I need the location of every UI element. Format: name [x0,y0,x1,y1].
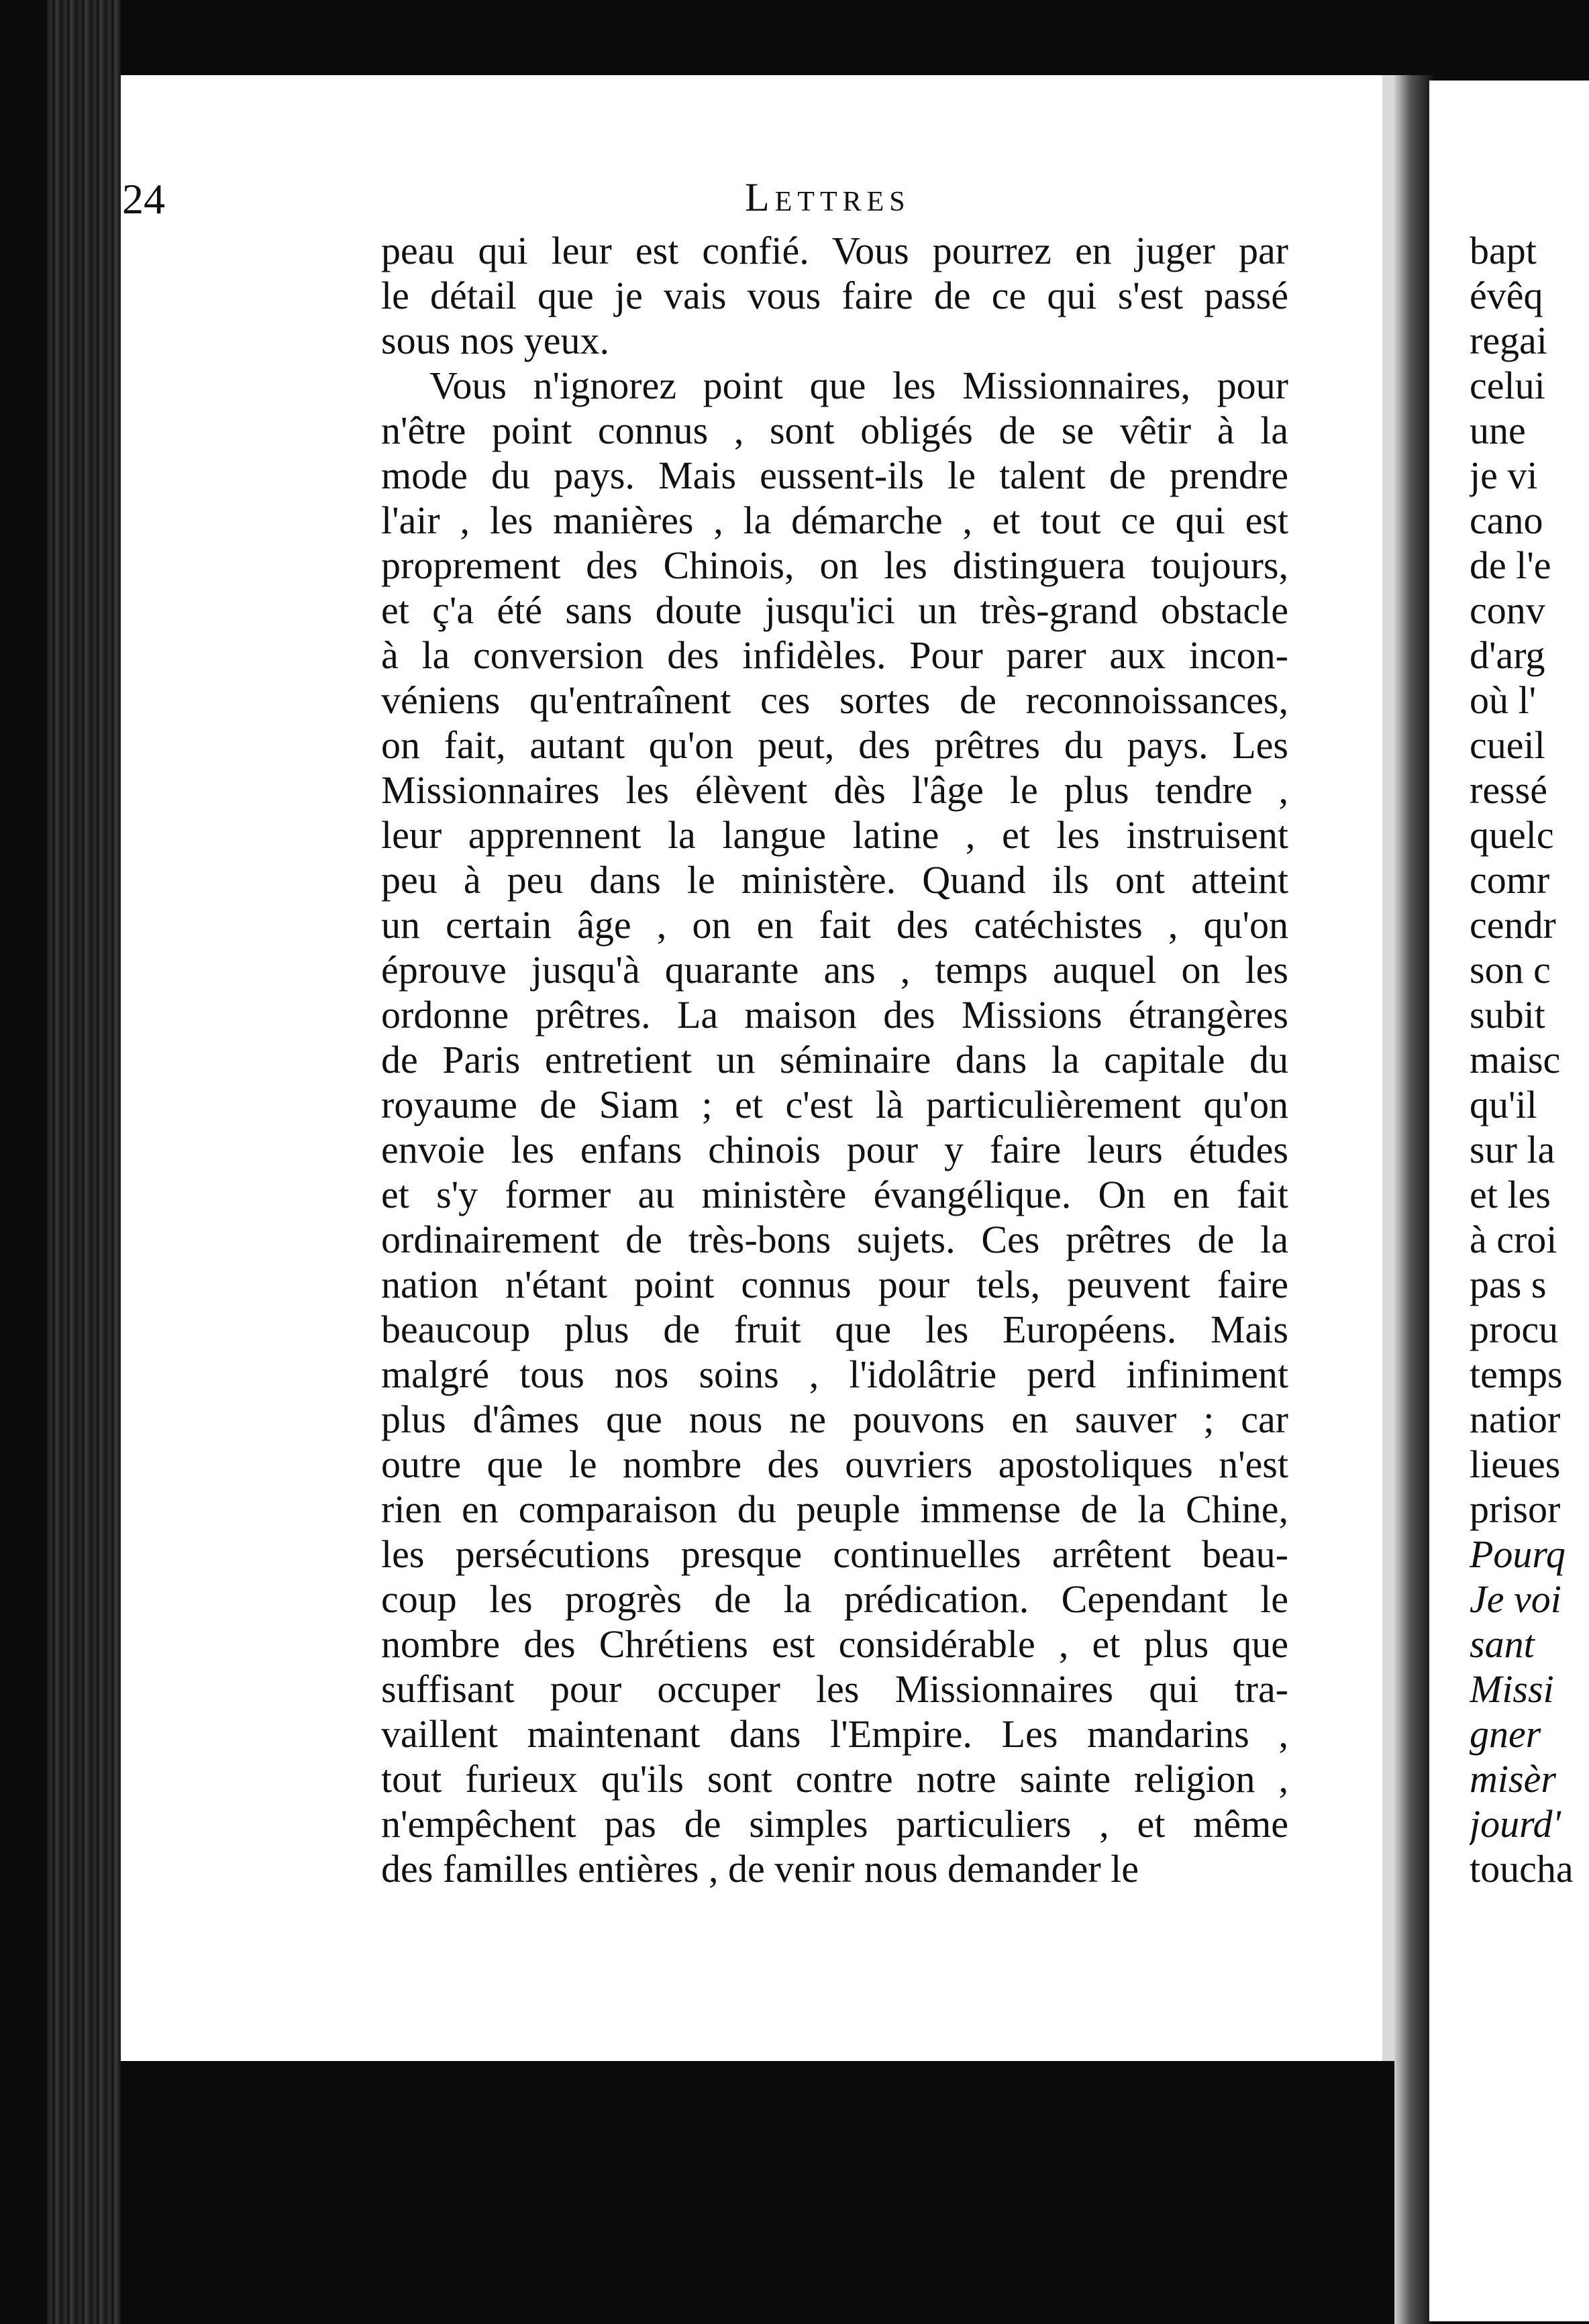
text-line: envoie les enfans chinois pour y faire leurs études [381,1128,1288,1171]
text-line: véniens qu'entraînent ces sortes de reconnoissances, [381,678,1288,722]
facing-text-line: Pourq [1470,1532,1566,1576]
text-line: ordonne prêtres. La maison des Missions étrangères [381,993,1288,1037]
facing-text-line: comr [1470,858,1550,902]
facing-text-line: lieues [1470,1442,1561,1486]
facing-text-line: sur la [1470,1128,1555,1171]
facing-text-line: quelc [1470,813,1554,857]
text-line: tout furieux qu'ils sont contre notre sainte religion , [381,1757,1288,1801]
text-line: royaume de Siam ; et c'est là particulièrement qu'on [381,1083,1288,1126]
facing-text-line: toucha [1470,1847,1574,1891]
facing-text-line: regai [1470,319,1547,362]
body-text [381,228,1288,1891]
running-head: Lettres [745,175,911,219]
text-line: n'être point connus , sont obligés de se vêtir à la [381,409,1288,452]
text-line: nombre des Chrétiens est considérable , et plus que [381,1622,1288,1666]
text-line: beaucoup plus de fruit que les Européens. Mais [381,1308,1288,1351]
facing-text-line: subit [1470,993,1545,1037]
text-line: l'air , les manières , la démarche , et tout ce qui est [381,498,1288,542]
text-line: proprement des Chinois, on les distinguera toujours, [381,543,1288,587]
text-line: on fait, autant qu'on peut, des prêtres du pays. Les [381,723,1288,767]
text-line: peau qui leur est confié. Vous pourrez en juger par [381,229,1288,272]
facing-text-line: celui [1470,364,1545,407]
facing-page-text [1470,228,1589,1891]
facing-text-line: procu [1470,1308,1559,1351]
text-line: Vous n'ignorez point que les Missionnaires, pour [429,364,1288,407]
text-line: plus d'âmes que nous ne pouvons en sauver ; car [381,1397,1288,1441]
text-line: vaillent maintenant dans l'Empire. Les mandarins , [381,1712,1288,1756]
text-line: malgré tous nos soins , l'idolâtrie perd infiniment [381,1353,1288,1396]
facing-text-line: ressé [1470,768,1547,812]
facing-text-line: une [1470,409,1526,452]
facing-text-line: et les [1470,1173,1551,1216]
facing-text-line: Missi [1470,1667,1554,1711]
text-line: éprouve jusqu'à quarante ans , temps auquel on les [381,948,1288,992]
facing-text-line: cueil [1470,723,1545,767]
page-number: 24 [122,175,165,223]
facing-text-line: gner [1470,1712,1541,1756]
facing-text-line: jourd' [1470,1802,1561,1846]
facing-text-line: pas s [1470,1263,1547,1306]
facing-text-line: temps [1470,1353,1563,1396]
text-line: suffisant pour occuper les Missionnaires qui tra- [381,1667,1288,1711]
text-line: de Paris entretient un séminaire dans la capitale du [381,1038,1288,1081]
text-line: des familles entières , de venir nous demander le [381,1847,1139,1891]
facing-text-line: son c [1470,948,1551,992]
text-line: sous nos yeux. [381,319,609,362]
facing-text-line: évêq [1470,274,1543,317]
facing-text-line: cendr [1470,903,1556,947]
text-line: les persécutions presque continuelles arrêtent beau- [381,1532,1288,1576]
text-line: mode du pays. Mais eussent-ils le talent de prendre [381,454,1288,497]
facing-text-line: de l'e [1470,543,1551,587]
text-line: rien en comparaison du peuple immense de la Chine, [381,1487,1288,1531]
facing-text-line: misèr [1470,1757,1556,1801]
text-line: nation n'étant point connus pour tels, peuvent faire [381,1263,1288,1306]
facing-text-line: sant [1470,1622,1535,1666]
text-line: le détail que je vais vous faire de ce qui s'est passé [381,274,1288,317]
text-line: à la conversion des infidèles. Pour parer aux incon- [381,633,1288,677]
text-line: leur apprennent la langue latine , et les instruisent [381,813,1288,857]
text-line: Missionnaires les élèvent dès l'âge le plus tendre , [381,768,1288,812]
facing-text-line: je vi [1470,454,1538,497]
text-line: n'empêchent pas de simples particuliers , et même [381,1802,1288,1846]
facing-text-line: à croi [1470,1218,1557,1261]
page-gutter [1394,75,1435,2324]
text-line: un certain âge , on en fait des catéchistes , qu'on [381,903,1288,947]
text-line: ordinairement de très-bons sujets. Ces prêtres de la [381,1218,1288,1261]
facing-text-line: Je voi [1470,1577,1561,1621]
facing-text-line: conv [1470,588,1545,632]
text-line: coup les progrès de la prédication. Cependant le [381,1577,1288,1621]
facing-text-line: où l' [1470,678,1537,722]
facing-text-line: qu'il [1470,1083,1537,1126]
facing-text-line: natior [1470,1397,1561,1441]
text-line: peu à peu dans le ministère. Quand ils ont atteint [381,858,1288,902]
text-line: outre que le nombre des ouvriers apostoliques n'est [381,1442,1288,1486]
facing-text-line: prisor [1470,1487,1561,1531]
facing-text-line: bapt [1470,229,1537,272]
facing-text-line: cano [1470,498,1543,542]
book-binding [47,0,121,2324]
text-line: et s'y former au ministère évangélique. On en fait [381,1173,1288,1216]
text-line: et ç'a été sans doute jusqu'ici un très-grand obstacle [381,588,1288,632]
facing-text-line: maisc [1470,1038,1561,1081]
facing-text-line: d'arg [1470,633,1545,677]
